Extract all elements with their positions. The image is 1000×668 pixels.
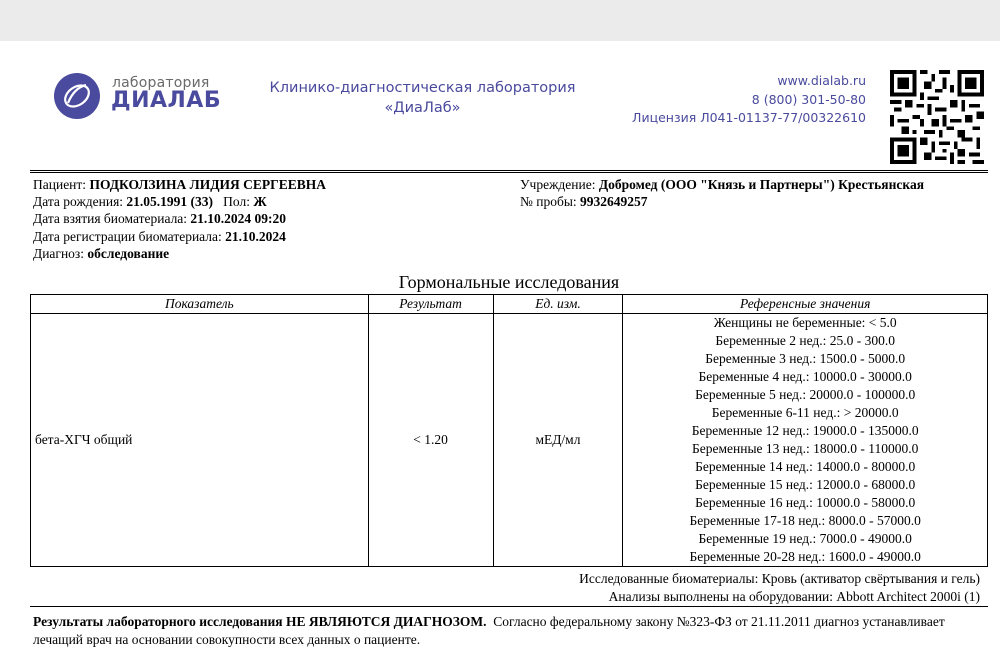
collected-label: Дата взятия биоматериала:	[33, 211, 188, 226]
reference-line: Беременные 2 нед.: 25.0 - 300.0	[715, 333, 896, 348]
reference-line: Беременные 6-11 нед.: > 20000.0	[711, 405, 899, 420]
reference-line: Беременные 20-28 нед.: 1600.0 - 49000.0	[689, 549, 921, 564]
collected-value: 21.10.2024 09:20	[190, 211, 287, 226]
dob-label: Дата рождения:	[33, 194, 124, 209]
disclaimer-text: Согласно федеральному закону №323-ФЗ от 21.11.2011 диагноз устанавливает лечащий врач на основании совокупности всех данных о пациенте.	[33, 614, 945, 647]
diagnosis-value: обследование	[87, 246, 170, 261]
institution-value: Добромед (ООО "Князь и Партнеры") Крестьянская	[598, 177, 925, 192]
lab-title-line2: «ДиаЛаб»	[384, 100, 461, 116]
lab-title	[250, 78, 595, 118]
sex-label: Пол:	[223, 194, 250, 209]
institution-line	[520, 176, 924, 194]
reference-values	[623, 314, 988, 567]
reference-line: Беременные 3 нед.: 1500.0 - 5000.0	[705, 351, 906, 366]
reference-line: Беременные 13 нед.: 18000.0 - 110000.0	[691, 441, 919, 456]
logo-caption: лаборатория	[112, 75, 210, 91]
column-header-reference: Референсные значения	[623, 295, 988, 314]
sample-label: № пробы:	[520, 194, 577, 209]
column-header-result: Результат	[368, 295, 493, 314]
header-divider	[30, 170, 988, 171]
indicator-name: бета-ХГЧ общий	[31, 314, 369, 567]
dob-value: 21.05.1991 (33)	[126, 194, 214, 209]
column-header-unit: Ед. изм.	[493, 295, 623, 314]
sample-line	[520, 193, 648, 211]
dob-line	[33, 193, 267, 211]
reference-line: Женщины не беременные: < 5.0	[713, 315, 897, 330]
disclaimer-bold: Результаты лабораторного исследования НЕ ЯВЛЯЮТСЯ ДИАГНОЗОМ.	[33, 614, 487, 629]
diagnosis-line	[33, 245, 169, 263]
collected-line	[33, 210, 286, 228]
sample-value: 9932649257	[580, 194, 648, 209]
registered-line	[33, 228, 286, 246]
website-link[interactable]: www.dialab.ru	[777, 73, 866, 88]
reference-line: Беременные 17-18 нед.: 8000.0 - 57000.0	[689, 513, 921, 528]
reference-line: Беременные 14 нед.: 14000.0 - 80000.0	[695, 459, 916, 474]
viewer-top-bar	[0, 0, 1000, 41]
reference-line: Беременные 12 нед.: 19000.0 - 135000.0	[691, 423, 919, 438]
column-header-indicator: Показатель	[31, 295, 369, 314]
patient-name-label: Пациент:	[33, 177, 87, 192]
institution-label: Учреждение:	[520, 177, 596, 192]
reference-line: Беременные 19 нед.: 7000.0 - 49000.0	[698, 531, 912, 546]
reference-line: Беременные 5 нед.: 20000.0 - 100000.0	[695, 387, 916, 402]
footer-divider	[30, 606, 988, 607]
reference-line: Беременные 16 нед.: 10000.0 - 58000.0	[695, 495, 916, 510]
section-title: Гормональные исследования	[398, 272, 620, 292]
license-number: Лицензия Л041-01137-77/00322610	[632, 110, 866, 125]
reference-line: Беременные 15 нед.: 12000.0 - 68000.0	[695, 477, 916, 492]
header-divider-second	[30, 172, 988, 173]
logo-wordmark: ДИАЛАБ	[111, 88, 222, 113]
registered-label: Дата регистрации биоматериала:	[33, 229, 222, 244]
sex-value: Ж	[253, 194, 267, 209]
table-header-row	[31, 295, 988, 314]
dialab-logo-icon	[54, 73, 100, 119]
phone-number: 8 (800) 301-50-80	[751, 91, 866, 107]
lab-title-line1: Клинико-диагностическая лаборатория	[269, 80, 576, 96]
biomaterials-note: Исследованные биоматериалы: Кровь (активатор свёртывания и гель)	[579, 571, 980, 586]
result-value: < 1.20	[368, 314, 493, 567]
diagnosis-label: Диагноз:	[33, 246, 85, 261]
table-row	[31, 314, 988, 567]
unit-value: мЕД/мл	[493, 314, 623, 567]
patient-name-line	[33, 176, 326, 194]
disclaimer	[33, 613, 983, 648]
results-table	[30, 294, 988, 567]
reference-line: Беременные 4 нед.: 10000.0 - 30000.0	[698, 369, 912, 384]
qr-code-icon	[890, 70, 984, 164]
equipment-note: Анализы выполнены на оборудовании: Abbott Architect 2000i (1)	[608, 589, 980, 604]
lab-contacts	[600, 72, 866, 128]
patient-name: ПОДКОЛЗИНА ЛИДИЯ СЕРГЕЕВНА	[89, 177, 326, 192]
registered-value: 21.10.2024	[225, 229, 286, 244]
